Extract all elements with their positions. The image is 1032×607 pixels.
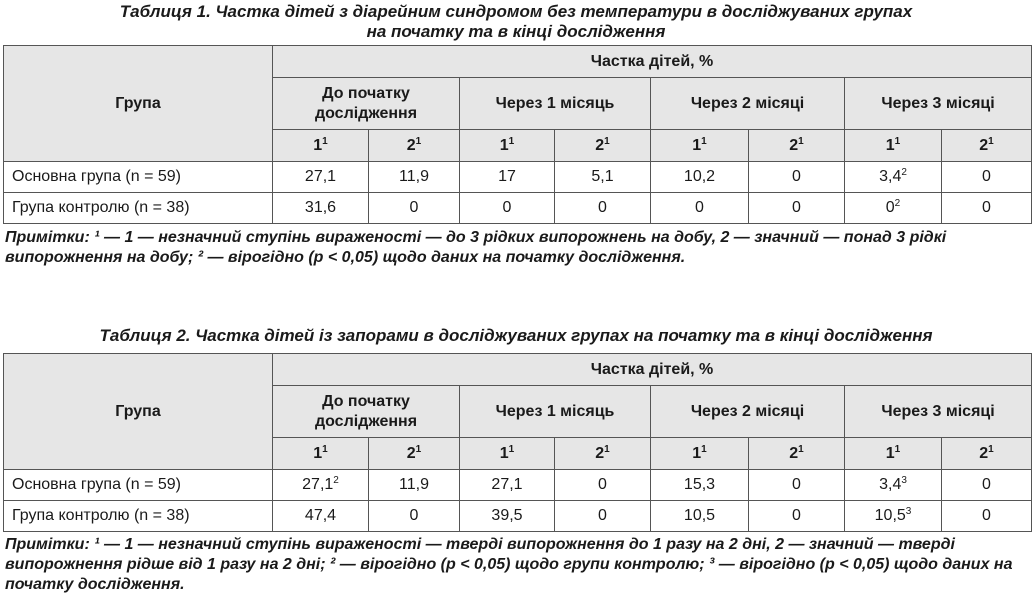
value-cell: 5,1 bbox=[555, 162, 651, 193]
footnote-marker: 2 bbox=[901, 167, 907, 178]
value-cell: 0 bbox=[749, 162, 845, 193]
sub-header-2: $2^1$ bbox=[555, 438, 651, 470]
value-cell: 17 bbox=[460, 162, 555, 193]
table2-group-header: Група bbox=[4, 354, 273, 470]
value-cell: $3,4^2$ bbox=[845, 162, 942, 193]
sub-header-1: $1^1$ bbox=[845, 438, 942, 470]
value-cell: $3,4^3$ bbox=[845, 470, 942, 501]
value-cell: 11,9 bbox=[369, 162, 460, 193]
value-cell: 0 bbox=[749, 193, 845, 224]
value-cell: 0 bbox=[942, 162, 1032, 193]
sub-header-2: $2^1$ bbox=[555, 130, 651, 162]
row-label: Основна група (n = 59) bbox=[4, 162, 273, 193]
sub-header-1: $1^1$ bbox=[651, 438, 749, 470]
value-cell: 0 bbox=[555, 470, 651, 501]
table2-note: Примітки: ¹ — 1 — незначний ступінь вираженості — тверді випорожнення до 1 разу на 2 дні, 2 — значний — тверді випорожнення рідше від 1 разу на 2 дні; ² — вірогідно (р < 0,05) щодо групи контролю; ³ — вірогідно (р < 0,05) щодо даних на початку дослідження. bbox=[5, 536, 1013, 593]
sub-header-1: $1^1$ bbox=[845, 130, 942, 162]
sub-header-2: $2^1$ bbox=[942, 130, 1032, 162]
value-cell: 10,5$^3$ bbox=[845, 501, 942, 532]
table1-body bbox=[4, 162, 1032, 224]
value-cell: 0 bbox=[555, 501, 651, 532]
value-cell: 0 bbox=[942, 470, 1032, 501]
footnote-marker: 2 bbox=[333, 475, 339, 486]
value-cell: 0 bbox=[369, 193, 460, 224]
table2 bbox=[3, 353, 1032, 532]
value-cell: 10,2 bbox=[651, 162, 749, 193]
value-cell: 0 bbox=[460, 193, 555, 224]
value-cell: 0 bbox=[555, 193, 651, 224]
value-cell: 0 bbox=[749, 501, 845, 532]
table1-period-header: Через 1 місяць bbox=[460, 78, 651, 130]
table2-block bbox=[0, 326, 1032, 595]
table-row bbox=[4, 193, 1032, 224]
table-row bbox=[4, 162, 1032, 193]
value-cell: 0 bbox=[369, 501, 460, 532]
table-row bbox=[4, 501, 1032, 532]
table1-group-header: Група bbox=[4, 46, 273, 162]
value-cell: 31,6 bbox=[273, 193, 369, 224]
table1-share-header: Частка дітей, % bbox=[273, 46, 1032, 78]
value-cell: 11,9 bbox=[369, 470, 460, 501]
sub-header-1: $1^1$ bbox=[460, 438, 555, 470]
table1-block bbox=[0, 2, 1032, 268]
row-label: Основна група (n = 59) bbox=[4, 470, 273, 501]
value-cell: 10,5 bbox=[651, 501, 749, 532]
value-cell: 47,4 bbox=[273, 501, 369, 532]
sub-header-2: $2^1$ bbox=[942, 438, 1032, 470]
table2-period-header: До початку дослідження bbox=[273, 386, 460, 438]
table2-caption: Таблиця 2. Частка дітей із запорами в досліджуваних групах на початку та в кінці дослідження bbox=[99, 326, 933, 345]
table1-period-header: Через 2 місяці bbox=[651, 78, 845, 130]
footnote-marker: 3 bbox=[905, 506, 912, 517]
table1-caption-line2: на початку та в кінці дослідження bbox=[366, 22, 666, 41]
value-cell: 0 bbox=[942, 501, 1032, 532]
table1 bbox=[3, 45, 1032, 224]
sub-header-2: $2^1$ bbox=[749, 130, 845, 162]
value-cell: 0 bbox=[749, 470, 845, 501]
footnote-marker: 3 bbox=[901, 475, 907, 486]
value-cell: 39,5 bbox=[460, 501, 555, 532]
value-cell: 15,3 bbox=[651, 470, 749, 501]
sub-header-1: $1^1$ bbox=[273, 438, 369, 470]
value-cell: 27,1 bbox=[460, 470, 555, 501]
table2-share-header: Частка дітей, % bbox=[273, 354, 1032, 386]
table2-period-header: Через 3 місяці bbox=[845, 386, 1032, 438]
table1-period-header: Через 3 місяці bbox=[845, 78, 1032, 130]
table2-period-header: Через 1 місяць bbox=[460, 386, 651, 438]
table1-note: Примітки: ¹ — 1 — незначний ступінь вираженості — до 3 рідких випорожнень на добу, 2 — значний — понад 3 рідкі випорожнення на добу; ² — вірогідно (р < 0,05) щодо даних на початку дослідження. bbox=[5, 229, 947, 266]
sub-header-1: $1^1$ bbox=[273, 130, 369, 162]
table1-caption bbox=[0, 2, 1032, 42]
footnote-marker: 2 bbox=[894, 198, 901, 209]
sub-header-1: $1^1$ bbox=[460, 130, 555, 162]
value-cell: 0 bbox=[651, 193, 749, 224]
value-cell: 27,1$^2$ bbox=[273, 470, 369, 501]
sub-header-2: $2^1$ bbox=[749, 438, 845, 470]
sub-header-1: $1^1$ bbox=[651, 130, 749, 162]
row-label: Група контролю (n = 38) bbox=[4, 501, 273, 532]
sub-header-2: $2^1$ bbox=[369, 438, 460, 470]
table2-period-header: Через 2 місяці bbox=[651, 386, 845, 438]
value-cell: $0^2$ bbox=[845, 193, 942, 224]
table1-period-header: До початку дослідження bbox=[273, 78, 460, 130]
row-label: Група контролю (n = 38) bbox=[4, 193, 273, 224]
value-cell: 27,1 bbox=[273, 162, 369, 193]
sub-header-2: $2^1$ bbox=[369, 130, 460, 162]
value-cell: 0 bbox=[942, 193, 1032, 224]
table2-body bbox=[4, 470, 1032, 532]
table-row bbox=[4, 470, 1032, 501]
table1-caption-line1: Таблиця 1. Частка дітей з діарейним синдромом без температури в досліджуваних групах bbox=[119, 2, 913, 21]
